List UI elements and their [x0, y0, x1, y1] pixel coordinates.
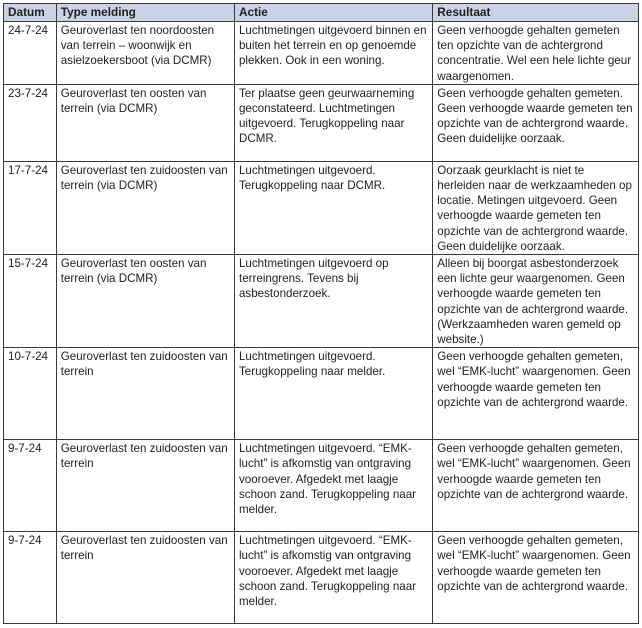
cell-actie: Luchtmetingen uitgevoerd binnen en buiten het terrein en op genoemde plekken. Ook in een woning.: [234, 22, 432, 85]
meldingen-table: [3, 3, 639, 624]
cell-type-melding: Geuroverlast ten zuidoosten van terrein: [56, 440, 234, 532]
cell-type-melding: Geuroverlast ten zuidoosten van terrein: [56, 532, 234, 624]
cell-type-melding: Geuroverlast ten oosten van terrein (via DCMR): [56, 255, 234, 348]
cell-resultaat: Oorzaak geurklacht is niet te herleiden naar de werkzaamheden op locatie. Metingen uitgevoerd. Geen verhoogde waarde gemeten ten opzichte van de achtergrond waarde. Geen duidelijke oorzaak.: [433, 161, 639, 254]
cell-resultaat: Geen verhoogde gehalten gemeten. Geen verhoogde waarde gemeten ten opzichte van de achtergrond waarde. Geen duidelijke oorzaak.: [433, 84, 639, 161]
table-header-row: [4, 4, 639, 22]
table-row: [4, 22, 639, 85]
report-table-container: [3, 3, 639, 624]
cell-datum: 24-7-24: [4, 22, 57, 85]
cell-type-melding: Geuroverlast ten zuidoosten van terrein (via DCMR): [56, 161, 234, 254]
cell-resultaat: Geen verhoogde gehalten gemeten, wel “EMK-lucht” waargenomen. Geen verhoogde waarde gemeten ten opzichte van de achtergrond waarde.: [433, 348, 639, 440]
cell-resultaat: Geen verhoogde gehalten gemeten, wel “EMK-lucht” waargenomen. Geen verhoogde waarde gemeten ten opzichte van de achtergrond waarde.: [433, 532, 639, 624]
header-datum: Datum: [4, 4, 57, 22]
header-resultaat: Resultaat: [433, 4, 639, 22]
cell-type-melding: Geuroverlast ten noordoosten van terrein – woonwijk en asielzoekersboot (via DCMR): [56, 22, 234, 85]
cell-actie: Luchtmetingen uitgevoerd op terreingrens. Tevens bij asbestonderzoek.: [234, 255, 432, 348]
cell-resultaat: Geen verhoogde gehalten gemeten ten opzichte van de achtergrond concentratie. Wel een hele lichte geur waargenomen.: [433, 22, 639, 85]
cell-actie: Luchtmetingen uitgevoerd. “EMK-lucht” is afkomstig van ontgraving vooroever. Afgedekt met laagje schoon zand. Terugkoppeling naar melder.: [234, 532, 432, 624]
header-actie: Actie: [234, 4, 432, 22]
table-row: [4, 532, 639, 624]
cell-datum: 17-7-24: [4, 161, 57, 254]
cell-actie: Luchtmetingen uitgevoerd. “EMK-lucht” is afkomstig van ontgraving vooroever. Afgedekt met laagje schoon zand. Terugkoppeling naar melder.: [234, 440, 432, 532]
header-type-melding: Type melding: [56, 4, 234, 22]
table-row: [4, 348, 639, 440]
cell-actie: Ter plaatse geen geurwaarneming geconstateerd. Luchtmetingen uitgevoerd. Terugkoppeling naar DCMR.: [234, 84, 432, 161]
cell-type-melding: Geuroverlast ten oosten van terrein (via DCMR): [56, 84, 234, 161]
cell-datum: 9-7-24: [4, 532, 57, 624]
cell-resultaat: Geen verhoogde gehalten gemeten, wel “EMK-lucht” waargenomen. Geen verhoogde waarde gemeten ten opzichte van de achtergrond waarde.: [433, 440, 639, 532]
table-row: [4, 84, 639, 161]
cell-actie: Luchtmetingen uitgevoerd. Terugkoppeling naar melder.: [234, 348, 432, 440]
cell-resultaat: Alleen bij boorgat asbestonderzoek een lichte geur waargenomen. Geen verhoogde waarde gemeten ten opzichte van de achtergrond waarde. (Werkzaamheden waren gemeld op website.): [433, 255, 639, 348]
cell-actie: Luchtmetingen uitgevoerd. Terugkoppeling naar DCMR.: [234, 161, 432, 254]
table-row: [4, 161, 639, 254]
table-row: [4, 255, 639, 348]
cell-datum: 15-7-24: [4, 255, 57, 348]
cell-datum: 9-7-24: [4, 440, 57, 532]
cell-type-melding: Geuroverlast ten zuidoosten van terrein: [56, 348, 234, 440]
table-row: [4, 440, 639, 532]
cell-datum: 23-7-24: [4, 84, 57, 161]
cell-datum: 10-7-24: [4, 348, 57, 440]
